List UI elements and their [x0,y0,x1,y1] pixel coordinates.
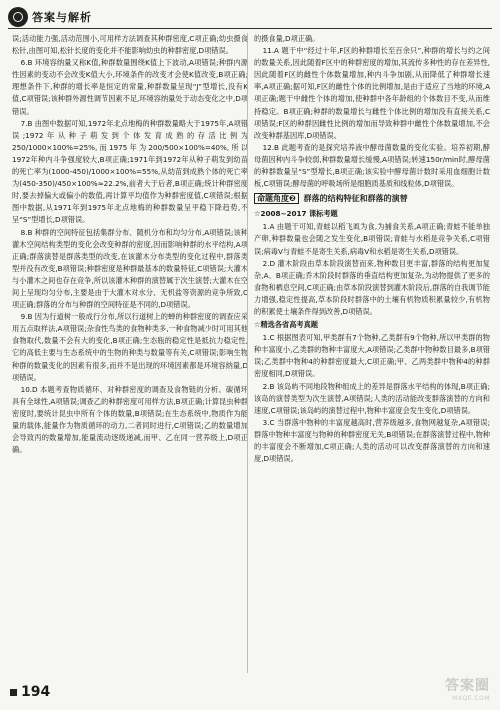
header-title: 答案与解析 [32,11,92,24]
answer-paragraph: 9.B 因为行道树一般成行分布,所以行道树上的蝉的种群密度的调查应采用五点取样法,A项错误;杂食性鸟类的食物种类多,一种食物减少时可用其他食物取代,数量不会有大的变化,B项正确;生态瓶的稳定性是抵抗力稳定性,它的高低主要与生态系统中的生物的种类与数量等有关,C项错误;影响生物种群的数量变化的因素有很多,而并不是出现的环境因素都是环境容纳量,D项错误。 [12,312,248,382]
answer-paragraph: 12.B 此题考查的是探究培养液中酵母菌数量的变化实验。培养初期,酵母菌因种内斗争较弱,种群数量增长缓慢,A项错误;转速150r/min时,酵母菌的种群数量呈“S”型增长,B项正确;该实验中酵母菌计数时采用血细胞计数板,C项错误;酵母菌的呼吸场所是细胞质基质和线粒体,D项错误。 [254,142,490,189]
book-logo-icon [8,7,28,27]
column-divider [247,33,248,673]
answer-paragraph: 误;活动能力强,活动范围小,可用样方法调查其种群密度,C项正确;幼虫摄食松针,由图可知,松针长度的变化并不能影响幼虫的种群密度,D项错误。 [12,34,248,56]
chapter-heading [254,192,490,206]
section-subheading: ☆2008~2017 课标考题 [254,209,338,219]
header-rule [8,28,492,29]
answer-paragraph: 的摄食量,D项正确。 [254,34,320,43]
page-number: 194 [21,684,51,700]
answer-paragraph: 11.A 题干中“经过十年,F区的种群增长至百余只”,种群的增长与约之间的数量关系,因此随着F区中的种群密度的增加,其流传多种性的存在差异性,因此随着F区的雌性个体数量增加,种内斗争加剧,从而降低了种群增长速率,A项正确;据可知,F区的雌性个体的比例增加,是由于适应了当地的环境,A项正确;题干中雌性个体的增加,使种群中各年龄组的个体数目不变,从而维持稳定。B项正确;种群的数量增长与雌性个体比例的增加没有直接关系,C项错误;F区的种群因雌性比例的增加而导致种群中雌性个体数量增加,不会改变种群基因库,D项错误。 [254,46,490,140]
page-footer [10,684,50,700]
answer-paragraph: 1.C 根据图表可知,甲类群有7个物种,乙类群有9个物种,所以甲类群的物种丰富度小,乙类群的物种丰富度大,A项错误;乙类群中物种数目最多,B项错误;乙类群中物种4的种群密度最大,C项正确;甲、乙两类群中物种4的种群密度相同,D项错误。 [254,333,490,379]
answer-paragraph: 7.B 由图中数据可知,1972年北点地梅的种群数量略大于1975年,A项错误;1972年从种子萌发到个体发育成熟的存活比例为250/1000×100%=25%,而1975年为200/500×100%=40%,所以1972年种内斗争强度较大,B项正确;1971年到1972年从种子萌发到幼苗的死亡率为(1000-450)/1000×100%=55%,从幼苗到成熟个体的死亡率为(450-350)/450×100%≈22.2%,前者大于后者,B项正确;统计种群密度时,要去掉偏大或偏小的数值,再计算平均值作为种群密度值,C项错误;根据图中数据,从1971年到1975年北点地梅的种群数量呈平稳下降趋势,不呈“S”型增长,D项错误。 [12,118,248,225]
answer-paragraph: 10.D 本题考查物质循环、对种群密度的调查及食物链的分析。碳循环具有全球性,A项错误;调查乙的种群密度可用样方法,B项正确;计算昆虫种群密度时,要统计昆虫中所有个体的数量,B项错误;在生态系统中,物质作为能量的载体,能量作为物质循环的动力,二者同时进行,C项错误;乙的数量增加会导致丙的数量增加,能量流动逐级递减,而甲、乙在同一营养级上,D项正确。 [12,384,248,455]
answer-paragraph: 2.D 灌木阶段由草本阶段演替而来,物种数目更丰富,群落的结构更加复杂,A、B项正确;乔木阶段时群落的垂直结构更加复杂,为动物提供了更多的食物和栖息空间,C项正确;由草本阶段演替到灌木阶段后,群落的自我调节能力增强,稳定性提高,草本阶段时群落中的土壤有机物质积累量较少,有机物的积累使土壤条件得到改善,D项错误。 [254,258,490,316]
answer-paragraph: 6.B 环境容纳量又称K值,种群数量围绕K值上下波动,A项错误;种群内源性因素的变动不会改变K值大小,环境条件的改变才会使K值改变,B项正确;理想条件下,种群的增长率是恒定的常量,种群数量呈现“J”型增长,没有K值,C项错误;该种群外源性调节因素不足,环境容纳量处于动态变化之中,D项错误。 [12,58,248,116]
watermark [445,675,490,702]
square-bullet-icon [10,689,17,696]
answer-paragraph: 2.B 该岛屿不同地段物种组成上的差异是群落水平结构的体现,B项正确;该岛的演替类型为次生演替,A项错误;人类的活动能改变群落演替的方向和速度,C项错误;该岛屿的演替过程中,物种丰富度会发生变化,D项错误。 [254,381,490,415]
chapter-title: 群落的结构特征和群落的演替 [303,194,408,204]
chapter-tag: 命题角度❷ [254,193,299,204]
page-header [8,6,92,28]
watermark-logo: 答案圈 [445,678,490,694]
watermark-url: MXQE.COM [452,695,490,702]
left-column [12,33,248,456]
section-subheading: ☆精选各省高考真题 [254,320,318,330]
answer-paragraph: 8.B 种群的空间特征包括集群分布、随机分布和均匀分布,A项错误;该种灌木空间结构类型的变化会改变种群的密度,因而影响种群的水平结构,A项正确;群落演替是群落类型的改变,在该灌木分布类型的变化过程中,群落类型并没有改变,B项错误;种群密度是种群最基本的数量特征,C项错误;大灌木与小灌木之间也存在竞争,所以该灌木种群的演替属于次生演替;大灌木在空间上呈现均匀分布,主要是由于大灌木对水分、无机盐等资源的竞争所致,C项正确;群落的分布与种群的空间特征是不同的,D项错误。 [12,227,248,310]
right-column [254,33,490,465]
answer-paragraph: 3.C 当群落中物种的丰富度越高时,营养级越多,食物网越复杂,A项错误;群落中物种丰富度与物种的种群密度无关,B项错误;在群落演替过程中,物种的丰富度会不断增加,C项正确;人类的活动可以改变群落演替的方向和速度,D项错误。 [254,417,490,464]
answer-paragraph: 1.A 由题干可知,青蛙以稻飞虱为食,为捕食关系,A项正确;青蛙不能单独产卵,种群数量也会随之发生变化,B项错误;青蛙与水稻是竞争关系,C项错误;病毒V与青蛙不是寄生关系,病毒V和水稻是寄生关系,D项错误。 [254,222,490,256]
